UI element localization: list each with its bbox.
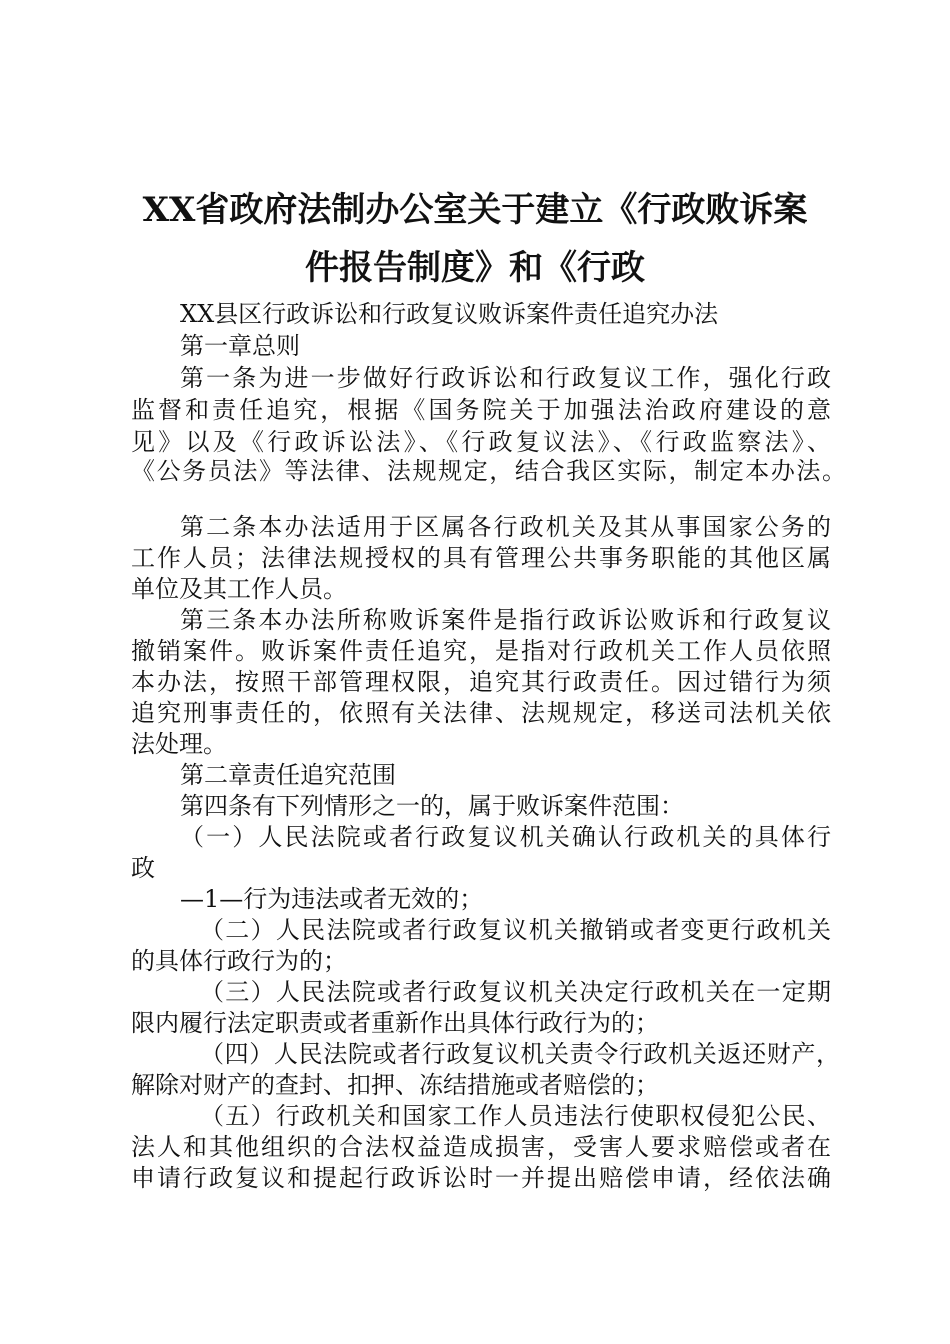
list-item-line: 政 [131, 854, 155, 882]
body-line: 本办法，按照干部管理权限，追究其行政责任。因过错行为须 [131, 668, 831, 696]
chapter-heading: 第二章责任追究范围 [180, 761, 396, 789]
list-item-line: （五）行政机关和国家工作人员违法行使职权侵犯公民、 [200, 1102, 831, 1130]
chapter-heading: 第一章总则 [180, 332, 300, 360]
list-item-line: 解除对财产的查封、扣押、冻结措施或者赔偿的； [131, 1071, 659, 1099]
body-line: 第一条为进一步做好行政诉讼和行政复议工作，强化行政 [180, 364, 831, 392]
document-title-line2: 件报告制度》和《行政 [305, 248, 645, 288]
body-line: 工作人员；法律法规授权的具有管理公共事务职能的其他区属 [131, 544, 831, 572]
subtitle-line: XX县区行政诉讼和行政复议败诉案件责任追究办法 [180, 300, 719, 328]
list-item-line: 法人和其他组织的合法权益造成损害，受害人要求赔偿或者在 [131, 1133, 831, 1161]
body-line: 第二条本办法适用于区属各行政机关及其从事国家公务的 [180, 513, 831, 541]
list-item-line: （二）人民法院或者行政复议机关撤销或者变更行政机关 [200, 916, 831, 944]
list-item-line: 的具体行政行为的； [131, 947, 347, 975]
list-item-line: （四）人民法院或者行政复议机关责令行政机关返还财产， [200, 1040, 840, 1068]
list-item-line: 限内履行法定职责或者重新作出具体行政行为的； [131, 1009, 659, 1037]
body-line: 见》以及《行政诉讼法》、《行政复议法》、《行政监察法》、 [131, 428, 831, 456]
body-line: 法处理。 [131, 730, 227, 758]
body-line: 单位及其工作人员。 [131, 575, 347, 603]
list-item-line: 申请行政复议和提起行政诉讼时一并提出赔偿申请，经依法确 [131, 1164, 831, 1192]
list-item-line: （三）人民法院或者行政复议机关决定行政机关在一定期 [200, 978, 831, 1006]
list-item-line: （一）人民法院或者行政复议机关确认行政机关的具体行 [180, 823, 831, 851]
document-title-line1: XX省政府法制办公室关于建立《行政败诉案 [142, 190, 808, 230]
body-line: 追究刑事责任的，依照有关法律、法规规定，移送司法机关依 [131, 699, 831, 727]
body-line: 第三条本办法所称败诉案件是指行政诉讼败诉和行政复议 [180, 606, 831, 634]
page-number-line: —1—行为违法或者无效的； [180, 885, 484, 913]
body-line: 撤销案件。败诉案件责任追究，是指对行政机关工作人员依照 [131, 637, 831, 665]
body-line: 监督和责任追究，根据《国务院关于加强法治政府建设的意 [131, 396, 831, 424]
body-line: 第四条有下列情形之一的，属于败诉案件范围： [180, 792, 684, 820]
body-line: 《公务员法》等法律、法规规定，结合我区实际，制定本办法。 [131, 457, 846, 485]
